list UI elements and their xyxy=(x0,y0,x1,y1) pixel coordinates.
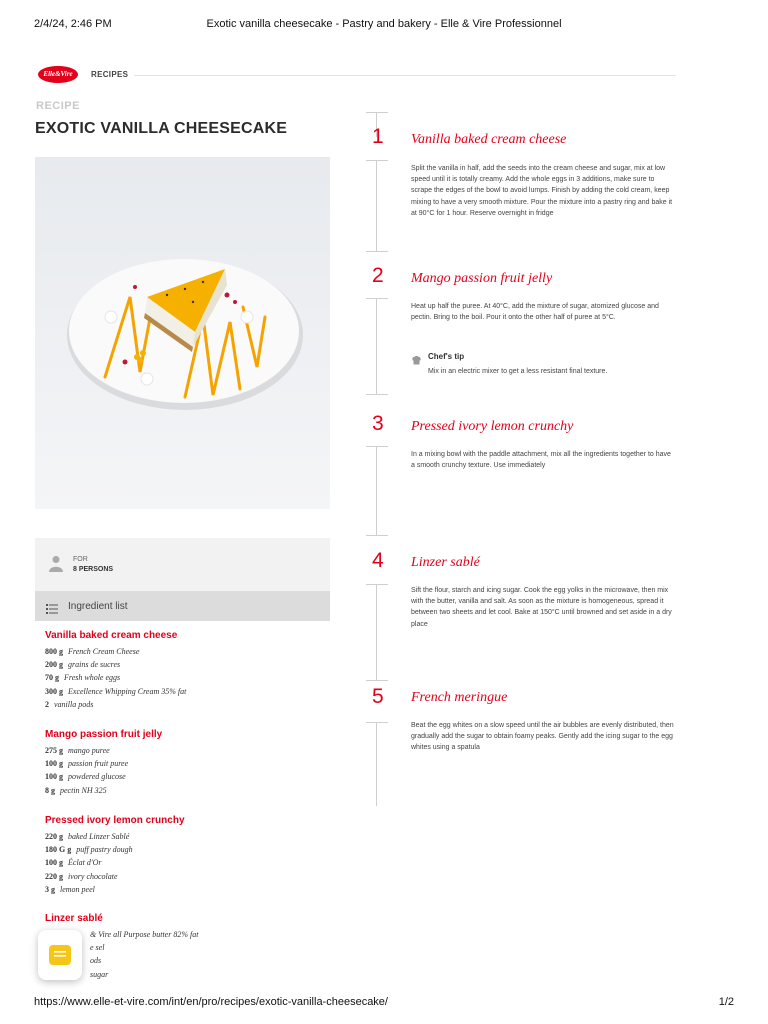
print-date: 2/4/24, 2:46 PM xyxy=(34,18,112,30)
step-number: 3 xyxy=(372,412,384,435)
ingredient-section xyxy=(45,630,325,713)
ingredient-line xyxy=(45,673,325,686)
step-text: In a mixing bowl with the paddle attachment, mix all the ingredients together to have a smooth crunchy texture. Use immediately xyxy=(411,451,671,470)
ingredient-line xyxy=(45,687,325,700)
ingredient-qty: 100 g xyxy=(45,858,63,868)
ingredient-name: & Vire all Purpose butter 82% fat xyxy=(90,930,199,939)
chef-tip-label: Chef's tip xyxy=(428,352,465,361)
ingredient-name: Excellence Whipping Cream 35% fat xyxy=(68,686,187,696)
ingredient-name: ods xyxy=(90,956,102,966)
ingredient-line xyxy=(45,746,325,759)
timeline-tick xyxy=(366,251,388,252)
ingredient-qty: 2 xyxy=(45,699,49,709)
ingredient-qty: 220 g xyxy=(45,832,63,841)
ingredient-line xyxy=(45,786,325,799)
ingredient-qty: 220 g xyxy=(45,871,63,881)
ingredient-name: ivory chocolate xyxy=(68,871,118,881)
site-header xyxy=(38,66,676,86)
ingredient-qty: 800 g xyxy=(45,647,63,656)
ingredient-name: mango puree xyxy=(68,746,110,755)
ingredient-line xyxy=(45,759,325,772)
step-number: 2 xyxy=(372,264,384,287)
ingredient-line xyxy=(45,700,325,713)
step-title: French meringue xyxy=(411,690,508,705)
brand-logo[interactable]: Elle&Vire xyxy=(38,66,78,83)
step-number: 4 xyxy=(372,549,384,572)
timeline-line xyxy=(376,722,377,806)
step-text: Sift the flour, starch and icing sugar. Cook the egg yolks in the microwave, then mix with the butter, vanilla and salt. As soon as the mixture is homogeneous, spread it between two sheets and let cool. Bake at 150°C until browned and set aside in a dry place xyxy=(411,587,672,628)
ingredient-name: pectin NH 325 xyxy=(60,785,107,795)
timeline-line xyxy=(376,446,377,535)
ingredient-qty: 200 g xyxy=(45,660,63,670)
timeline-tick xyxy=(366,112,388,113)
ingredient-line xyxy=(45,845,325,858)
ingredient-list-label: Ingredient list xyxy=(68,601,128,612)
chef-hat-icon xyxy=(412,352,421,361)
header-divider xyxy=(134,75,676,76)
step-number: 5 xyxy=(372,685,384,708)
ingredient-qty: 275 g xyxy=(45,746,63,755)
ingredient-line xyxy=(45,772,325,785)
servings-for-label: FOR xyxy=(73,556,88,563)
timeline-tick xyxy=(366,722,388,723)
ingredient-line xyxy=(45,885,325,898)
timeline-tick xyxy=(366,394,388,395)
ingredient-line xyxy=(45,930,325,943)
step-title: Linzer sablé xyxy=(411,555,480,570)
ingredient-section xyxy=(45,815,325,898)
ingredient-name: powdered glucose xyxy=(68,772,126,782)
ingredient-section xyxy=(45,913,325,983)
step-title: Mango passion fruit jelly xyxy=(411,271,553,286)
ingredient-name: grains de sucres xyxy=(68,660,121,670)
ingredient-qty: 100 g xyxy=(45,772,63,782)
print-page-title: Exotic vanilla cheesecake - Pastry and bakery - Elle & Vire Professionnel xyxy=(206,18,562,30)
timeline-line xyxy=(376,584,377,680)
ingredient-qty: 180 G g xyxy=(45,845,72,855)
timeline-tick xyxy=(366,446,388,447)
ingredient-name: passion fruit puree xyxy=(68,759,129,769)
ingredient-line xyxy=(45,660,325,673)
ingredient-section-title: Vanilla baked cream cheese xyxy=(45,630,178,641)
ingredient-qty: 70 g xyxy=(45,673,59,683)
ingredient-name: e sel xyxy=(90,943,105,953)
ingredient-name: baked Linzer Sablé xyxy=(68,832,130,841)
ingredient-section-title: Linzer sablé xyxy=(45,913,103,924)
step-text: Heat up half the puree. At 40°C, add the mixture of sugar, atomized glucose and pectin. Bring to the boil. Pour it onto the other half of puree at 5°C. xyxy=(411,303,659,322)
timeline-tick xyxy=(366,298,388,299)
ingredient-name: French Cream Cheese xyxy=(68,647,140,656)
ingredient-list-header[interactable] xyxy=(35,591,330,621)
ingredient-name: lemon peel xyxy=(60,884,95,894)
chef-tip-text: Mix in an electric mixer to get a less resistant final texture. xyxy=(428,368,608,375)
person-icon xyxy=(49,555,63,573)
ingredient-line xyxy=(45,970,325,983)
timeline-tick xyxy=(366,160,388,161)
list-icon xyxy=(46,601,58,611)
step-title: Vanilla baked cream cheese xyxy=(411,132,567,147)
servings-value: 8 PERSONS xyxy=(73,566,114,573)
ingredient-line xyxy=(45,872,325,885)
timeline-tick xyxy=(366,680,388,681)
timeline-tick xyxy=(366,584,388,585)
ingredient-line xyxy=(45,956,325,969)
ingredient-qty: 8 g xyxy=(45,785,55,795)
ingredient-line xyxy=(45,943,325,956)
nav-recipes-link[interactable]: RECIPES xyxy=(91,70,129,79)
print-footer xyxy=(34,996,734,1010)
ingredient-qty: 100 g xyxy=(45,759,63,769)
step-number: 1 xyxy=(372,125,384,148)
step-text: Split the vanilla in half, add the seeds into the cream cheese and sugar, mix at low speed until it is totally creamy. Add the whole eggs in 3 additions, make sure to scrape the edges of the bowl to avoid lumps. Finish by adding the cold cream, keep mixing to have a very smooth mixture. Pour the mixture into a pastry ring and bake it at 90°C for 1 hour. Reserve overnight in fridge xyxy=(411,165,673,217)
print-page-number: 1/2 xyxy=(718,996,734,1008)
ingredient-name: vanilla pods xyxy=(54,699,94,709)
servings-panel xyxy=(35,538,330,592)
recipe-eyebrow: RECIPE xyxy=(36,100,80,112)
ingredient-qty: 3 g xyxy=(45,884,55,894)
recipe-photo xyxy=(35,157,330,509)
ingredient-section-title: Pressed ivory lemon crunchy xyxy=(45,815,185,826)
step-text: Beat the egg whites on a slow speed until the air bubbles are evenly distributed, then gradually add the sugar to obtain foamy peaks. Gently add the icing sugar to the egg whites using a spatula xyxy=(411,722,674,752)
timeline-tick xyxy=(366,535,388,536)
ingredient-name: sugar xyxy=(90,969,109,979)
chat-widget-button[interactable] xyxy=(38,930,82,980)
ingredient-name: Éclat d'Or xyxy=(68,858,102,868)
ingredient-section-title: Mango passion fruit jelly xyxy=(45,729,163,740)
timeline-line xyxy=(376,160,377,251)
print-header xyxy=(34,18,734,32)
ingredient-name: Fresh whole eggs xyxy=(64,673,121,683)
ingredient-name: puff pastry dough xyxy=(76,845,133,855)
recipe-title: EXOTIC VANILLA CHEESECAKE xyxy=(35,120,288,137)
timeline-line xyxy=(376,298,377,394)
step-title: Pressed ivory lemon crunchy xyxy=(411,419,574,434)
ingredient-section xyxy=(45,729,325,799)
ingredient-qty: 300 g xyxy=(45,686,63,696)
chat-icon xyxy=(49,945,71,965)
recipe-steps xyxy=(366,112,686,812)
ingredient-line xyxy=(45,858,325,871)
ingredient-line xyxy=(45,832,325,845)
print-url: https://www.elle-et-vire.com/int/en/pro/recipes/exotic-vanilla-cheesecake/ xyxy=(34,996,388,1008)
ingredient-line xyxy=(45,647,325,660)
